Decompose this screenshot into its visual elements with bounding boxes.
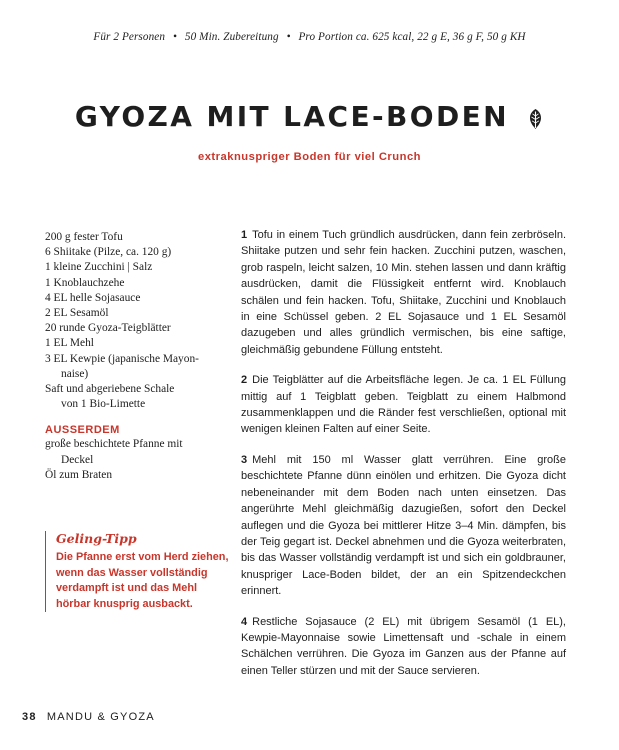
extra-text-continued: Deckel [61,453,94,466]
separator: • [286,31,291,43]
ingredient-text: 2 EL Sesamöl [45,307,109,320]
ingredient-text: 1 Knoblauchzehe [45,276,125,289]
instruction-steps [241,227,566,693]
ingredient-item [45,276,225,291]
step-number: 3 [241,453,248,466]
ingredient-text: 1 kleine Zucchini | Salz [45,261,153,274]
prep-time: 50 Min. Zubereitung [184,31,279,43]
nutrition: Pro Portion ca. 625 kcal, 22 g E, 36 g F, 50 g KH [298,31,526,43]
ingredient-text: 6 Shiitake (Pilze, ca. 120 g) [45,246,172,259]
servings: Für 2 Personen [93,31,166,43]
step-text: Tofu in einem Tuch gründlich ausdrücken, dann fein zerbröseln. Shiitake putzen und sehr fein hacken. Zucchini putzen, waschen, grob raspeln, leicht salzen, 10 Min. stehen lassen und dann kräftig ausdrücken, damit die Flüssigkeit entfernt wird. Knoblauch schälen und fein hacken. Tofu, Shiitake, Zucchini und Knoblauch in eine Schüssel geben. 2 EL Sojasauce und 1 EL Sesamöl dazugeben und alles gründlich vermischen, bis eine saftige, gleichmäßig gebundene Füllung entsteht. [241,229,566,356]
ingredient-item [45,291,225,306]
tip-box [45,531,231,612]
ingredient-text-continued: von 1 Bio-Limette [61,398,146,411]
ingredient-text: 1 EL Mehl [45,337,94,350]
extra-item [45,468,225,483]
ingredient-item [45,352,225,382]
recipe-title-row [0,100,619,133]
separator: • [172,31,177,43]
step-text: Restliche Sojasauce (2 EL) mit übrigem Sesamöl (1 EL), Kewpie-Mayonnaise sowie Limettensaft und -schale in einem Schälchen verrühren. Die Gyoza im Ganzen aus der Pfanne auf einen Teller stürzen und mit der Sauce servieren. [241,615,566,677]
ingredient-text: Saft und abgeriebene Schale [45,383,175,396]
page-footer [22,711,155,723]
section-name: MANDU & GYOZA [46,711,155,723]
step-3 [241,452,566,600]
ingredient-text: 3 EL Kewpie (japanische Mayon- [45,352,199,365]
page-number: 38 [22,711,37,723]
recipe-subtitle: extraknuspriger Boden für viel Crunch [197,151,422,163]
ingredient-item [45,260,225,275]
recipe-title: GYOZA MIT LACE-BODEN [74,100,509,133]
extra-item [45,437,225,467]
ingredient-item [45,230,225,245]
tip-heading: Geling-Tipp [56,531,137,546]
ingredient-item [45,245,225,260]
step-number: 4 [241,615,248,628]
ingredient-item [45,336,225,351]
ingredient-item [45,306,225,321]
ingredient-text: 4 EL helle Sojasauce [45,291,141,304]
ingredient-item [45,321,225,336]
ingredient-item [45,382,225,412]
leaf-icon [527,108,544,130]
step-number: 1 [241,229,248,241]
step-2 [241,372,566,438]
ingredient-list [45,230,225,483]
tip-text: Die Pfanne erst vom Herd ziehen, wenn das Wasser vollständig verdampft ist und das Mehl hörbar knusprig ausbackt. [56,551,229,610]
ingredient-text: 20 runde Gyoza-Teigblätter [45,322,171,335]
recipe-meta [0,31,619,43]
step-4 [241,614,566,680]
step-text: Mehl mit 150 ml Wasser glatt verrühren. Eine große beschichtete Pfanne dünn einölen und erhitzen. Die Gyoza dicht nebeneinander mit dem Boden nach unten einsetzen. Das angerührte Mehl gleichmäßig dazugießen, sofort den Deckel auflegen und die Gyoza bei mittlerer Hitze 3–4 Min. dämpfen, bis der Teig gegart ist. Deckel abnehmen und die Gyoza weiterbraten, bis das Wasser vollständig verdampft ist und sich ein goldbrauner, knuspriger Lace-Boden bildet, der an ein Spitzendeckchen erinnert. [241,453,566,598]
step-number: 2 [241,374,248,387]
ingredient-text: 200 g fester Tofu [45,231,123,243]
extra-text: Öl zum Braten [45,468,113,481]
ingredient-text-continued: naise) [61,367,89,380]
step-1 [241,227,566,358]
step-text: Die Teigblätter auf die Arbeitsfläche legen. Je ca. 1 EL Füllung mittig auf 1 Teigblatt geben. Teigblatt zu einem Halbmond zusammenklappen und die Ränder fest verschließen, optional mit wenigen kleinen Falten auf einer Seite. [241,374,566,436]
extra-text: große beschichtete Pfanne mit [45,438,183,451]
extra-heading: AUSSERDEM [45,424,120,437]
